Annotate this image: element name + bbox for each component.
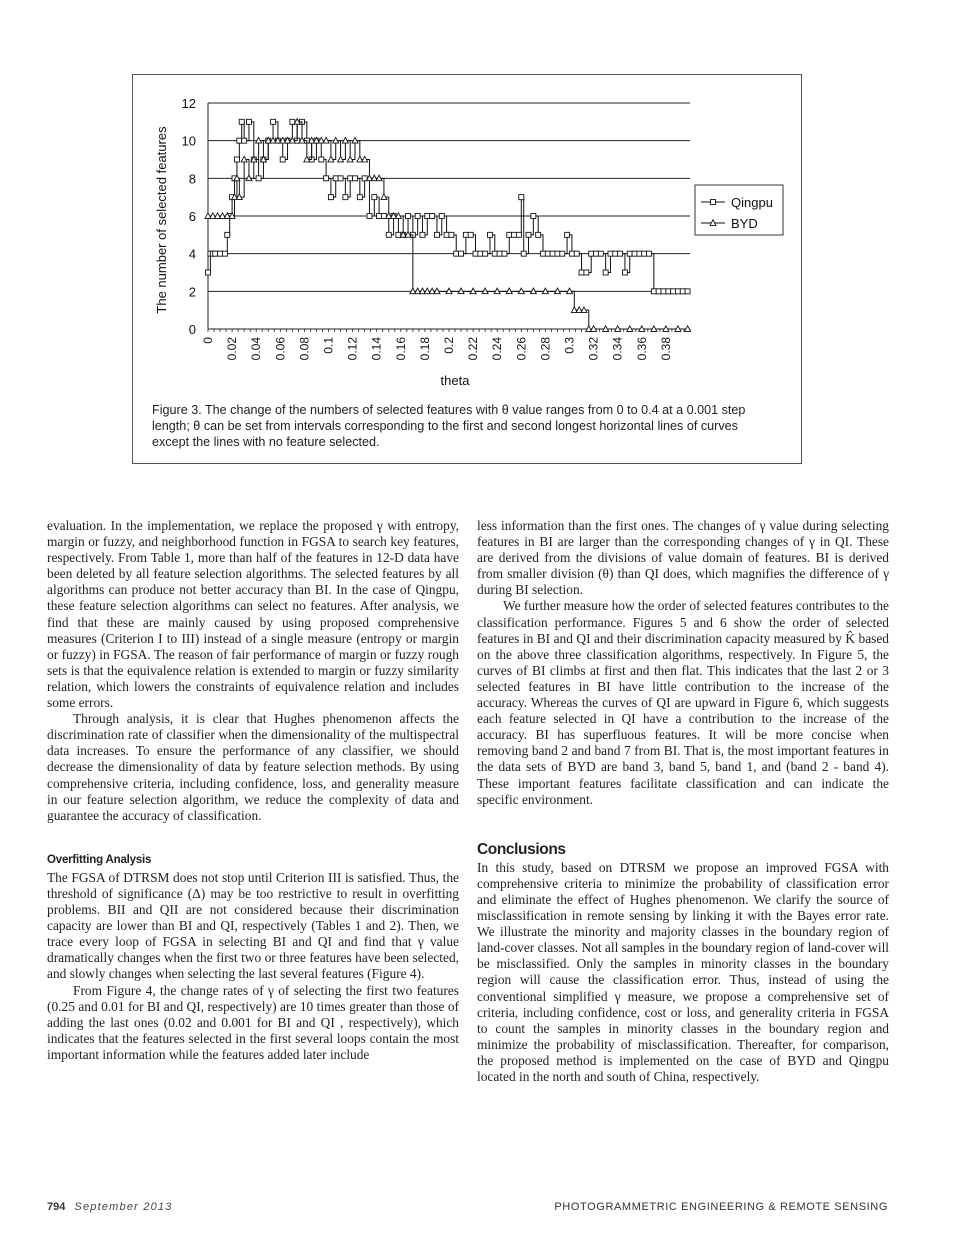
left-paragraph-4: From Figure 4, the change rates of γ of selecting the first two features (0.25 and 0.01 for BI and QI, respectively) are 10 times greater than those of adding the last ones (0.02 and 0.001 for BI and QI , respectively), which indicates that the features selected in the first several loops contain the most important information while the features added later include — [47, 982, 459, 1062]
y-tick-label: 10 — [181, 133, 196, 149]
data-point-qingpu — [328, 195, 333, 200]
data-point-qingpu — [420, 232, 425, 237]
data-point-qingpu — [675, 289, 680, 294]
x-tick-label: 0.26 — [514, 337, 529, 361]
data-point-qingpu — [353, 176, 358, 181]
x-tick-label: 0.06 — [273, 337, 288, 361]
data-point-qingpu — [483, 251, 488, 256]
data-point-qingpu — [598, 251, 603, 256]
data-point-qingpu — [319, 157, 324, 162]
data-point-qingpu — [338, 176, 343, 181]
data-point-qingpu — [256, 176, 261, 181]
data-point-qingpu — [449, 232, 454, 237]
data-point-qingpu — [526, 232, 531, 237]
x-axis-title: theta — [440, 373, 470, 388]
data-point-qingpu — [206, 270, 211, 275]
data-point-qingpu — [406, 214, 411, 219]
data-point-qingpu — [622, 270, 627, 275]
data-point-qingpu — [343, 195, 348, 200]
data-point-qingpu — [680, 289, 685, 294]
legend-marker — [711, 200, 716, 205]
left-paragraph-3: The FGSA of DTRSM does not stop until Criterion III is satisfied. Thus, the threshold of significance (Δ) may be too restrictive to result in overfitting problems. BII and QII are not considered because their discrimination capacity are lower than BI and QI, respectively (Tables 1 and 2). Then, we trace every loop of FGSA in selecting BI and QI and find that γ value dramatically changes when the first two or three features have been selected, and slowly changes when selecting the last several features (Figure 4). — [47, 869, 459, 982]
right-column — [477, 518, 889, 1085]
data-point-qingpu — [357, 195, 362, 200]
data-point-qingpu — [415, 214, 420, 219]
right-paragraph-3: In this study, based on DTRSM we propose an improved FGSA with comprehensive criteria to minimize the probability of classification error and eliminate the effect of Hughes phenomenon. We clarify the source of misclassification in remote sensing by linking it with the Bayes error rate. We illustrate the minority and majority classes in the boundary region of land-cover classes. Not all samples in the boundary region of land-cover will be misclassified. Only the samples in minority classes in the boundary region will cause the classification error. Thus, instead of using the conventional simplified γ measure, we propose a comprehensive set of criteria, including confidence, cost or loss, and generality criteria in FGSA to count the samples in minority classes in the boundary region and minimize the probability of misclassification. Thereafter, for comparison, the proposed method is implemented on the case of BYD and Qingpu located in the north and south of China, respectively. — [477, 859, 890, 1084]
data-point-qingpu — [579, 270, 584, 275]
x-tick-label: 0.34 — [610, 337, 625, 361]
x-tick-label: 0.12 — [345, 337, 360, 361]
data-point-qingpu — [627, 251, 632, 256]
data-point-qingpu — [367, 214, 372, 219]
data-point-qingpu — [333, 176, 338, 181]
data-point-qingpu — [671, 289, 676, 294]
data-point-qingpu — [512, 232, 517, 237]
left-paragraph-2: Through analysis, it is clear that Hughes phenomenon affects the discrimination rate of classifier when the dimensionality of the multispectral data increases. To ensure the performance of any classifier, we should decrease the dimensionality of data by feature selection methods. By using comprehensive criteria, including confidence, loss, and generality measure in our feature selection algorithm, we reduce the complexity of data and guarantee the accuracy of classification. — [47, 711, 459, 823]
data-point-qingpu — [377, 214, 382, 219]
x-tick-label: 0.32 — [586, 337, 601, 361]
section-heading-conclusions: Conclusions — [477, 840, 566, 858]
footer-left — [47, 1201, 173, 1213]
data-point-qingpu — [225, 232, 230, 237]
data-point-qingpu — [560, 251, 565, 256]
data-point-qingpu — [237, 138, 242, 143]
y-tick-label: 4 — [188, 246, 196, 262]
data-point-qingpu — [459, 251, 464, 256]
series-line-byd — [208, 122, 688, 329]
issue-date: September 2013 — [74, 1201, 173, 1213]
right-paragraph-2: We further measure how the order of selected features contributes to the classification performance. Figures 5 and 6 show the order of selected features in BI and QI and their discrimination capacity measured by K̂ based on the above three classification algorithms, respectively. In Figure 5, the curves of BI climbs at first and then flat. This indicates that the last 2 or 3 selected features in BI have little contribution to the increase of the accuracy. Whereas the curves of QI are upward in Figure 6, which suggests each feature selected in QI have a contribution to the increase of the accuracy. BI has superfluous features. It will be more concise when removing band 2 and band 7 from BI. That is, the most important features in the data sets of BYD are band 3, band 5, band 1, and (band 2 - band 4). These important features facilitate classification and can indicate the specific environment. — [477, 598, 889, 807]
data-point-qingpu — [685, 289, 690, 294]
data-point-qingpu — [647, 251, 652, 256]
x-tick-label: 0.28 — [538, 337, 553, 361]
data-point-qingpu — [632, 251, 637, 256]
data-point-qingpu — [468, 232, 473, 237]
data-point-qingpu — [280, 157, 285, 162]
x-tick-label: 0.24 — [490, 337, 505, 361]
x-tick-label: 0.16 — [393, 337, 408, 361]
data-point-qingpu — [666, 289, 671, 294]
data-point-qingpu — [651, 289, 656, 294]
data-point-qingpu — [608, 251, 613, 256]
data-point-qingpu — [603, 270, 608, 275]
data-point-qingpu — [454, 251, 459, 256]
y-tick-label: 6 — [188, 209, 196, 224]
data-point-qingpu — [536, 232, 541, 237]
page-number: 794 — [47, 1201, 66, 1213]
data-point-qingpu — [478, 251, 483, 256]
legend-label: BYD — [731, 216, 758, 231]
data-point-qingpu — [502, 251, 507, 256]
x-tick-label: 0.36 — [634, 337, 649, 361]
data-point-qingpu — [213, 251, 218, 256]
right-paragraph-1: less information than the first ones. The changes of γ value during selecting features in BI are larger than the corresponding changes of γ in QI. These are derived from the divisions of value domain of features. BI is derived from smaller division (θ) than QI does, which magnifies the difference of γ during BI selection. — [477, 518, 889, 598]
x-tick-label: 0.38 — [658, 337, 673, 361]
data-point-qingpu — [661, 289, 666, 294]
data-point-qingpu — [234, 157, 239, 162]
figure-caption: Figure 3. The change of the numbers of selected features with θ value ranges from 0 to 0.4 at a 0.001 step length; θ can be set from intervals corresponding to the first and second longest horizontal lines of curves except the lines with no feature selected. — [152, 403, 746, 449]
data-point-qingpu — [348, 176, 353, 181]
data-point-qingpu — [239, 119, 244, 124]
left-paragraph-1: evaluation. In the implementation, we replace the proposed γ with entropy, margin or fuzzy, and neighborhood function in FGSA to search key features, respectively. From Table 1, more than half of the features in 12-D data have been deleted by all feature selection algorithms. The selected features by all algorithms can produce not better accuracy than BI. In the case of Qingpu, these feature selection algorithms can select no features. After analysis, we find that these are mainly caused by using proposed comprehensive measures (Criterion I to III) instead of a single measure (entropy or margin or fuzzy) in FGSA. The reason of fair performance of margin or fuzzy rough sets is that the equivalence relation is extended to margin or fuzzy similarity relation, which lowers the constraints of equivalence relation and includes some errors. — [47, 518, 459, 711]
data-point-qingpu — [584, 270, 589, 275]
y-axis-title: The number of selected features — [154, 126, 169, 314]
data-point-qingpu — [555, 251, 560, 256]
data-point-qingpu — [565, 232, 570, 237]
data-point-qingpu — [540, 251, 545, 256]
x-tick-label: 0.22 — [466, 337, 481, 361]
x-tick-label: 0.02 — [225, 337, 240, 361]
x-tick-label: 0.04 — [249, 337, 264, 361]
x-tick-label: 0.2 — [442, 337, 456, 354]
data-point-qingpu — [497, 251, 502, 256]
data-point-qingpu — [574, 251, 579, 256]
data-point-qingpu — [386, 232, 391, 237]
data-point-qingpu — [430, 214, 435, 219]
data-point-qingpu — [271, 119, 276, 124]
data-point-qingpu — [637, 251, 642, 256]
data-point-qingpu — [324, 176, 329, 181]
data-point-qingpu — [487, 232, 492, 237]
data-point-qingpu — [444, 232, 449, 237]
data-point-qingpu — [531, 214, 536, 219]
data-point-qingpu — [550, 251, 555, 256]
data-point-qingpu — [463, 232, 468, 237]
data-point-qingpu — [521, 251, 526, 256]
data-point-qingpu — [545, 251, 550, 256]
data-point-qingpu — [425, 214, 430, 219]
data-point-qingpu — [618, 251, 623, 256]
subheading-overfitting: Overfitting Analysis — [47, 853, 152, 866]
y-tick-label: 8 — [188, 171, 196, 187]
data-point-qingpu — [246, 119, 251, 124]
data-point-qingpu — [434, 232, 439, 237]
left-column — [47, 518, 459, 1063]
data-point-qingpu — [507, 232, 512, 237]
data-point-qingpu — [516, 232, 521, 237]
data-point-qingpu — [519, 195, 524, 200]
data-point-qingpu — [439, 214, 444, 219]
data-point-qingpu — [473, 251, 478, 256]
data-point-qingpu — [372, 195, 377, 200]
x-tick-label: 0 — [201, 337, 215, 344]
data-point-qingpu — [492, 251, 497, 256]
x-tick-label: 0.14 — [369, 337, 384, 361]
x-tick-label: 0.18 — [417, 337, 432, 361]
x-tick-label: 0.3 — [562, 337, 577, 354]
data-point-qingpu — [594, 251, 599, 256]
legend-label: Qingpu — [731, 195, 773, 210]
journal-name: PHOTOGRAMMETRIC ENGINEERING & REMOTE SENSING — [554, 1201, 888, 1213]
x-tick-label: 0.1 — [321, 337, 336, 354]
data-point-qingpu — [613, 251, 618, 256]
data-point-qingpu — [642, 251, 647, 256]
data-point-qingpu — [218, 251, 223, 256]
series-line-qingpu — [208, 122, 688, 291]
y-tick-label: 12 — [181, 96, 196, 111]
data-point-qingpu — [242, 138, 247, 143]
data-point-qingpu — [222, 251, 227, 256]
data-point-qingpu — [569, 251, 574, 256]
data-point-qingpu — [656, 289, 661, 294]
x-tick-label: 0.08 — [297, 337, 312, 361]
y-tick-label: 0 — [188, 322, 196, 337]
y-tick-label: 2 — [188, 284, 196, 300]
data-point-qingpu — [589, 251, 594, 256]
